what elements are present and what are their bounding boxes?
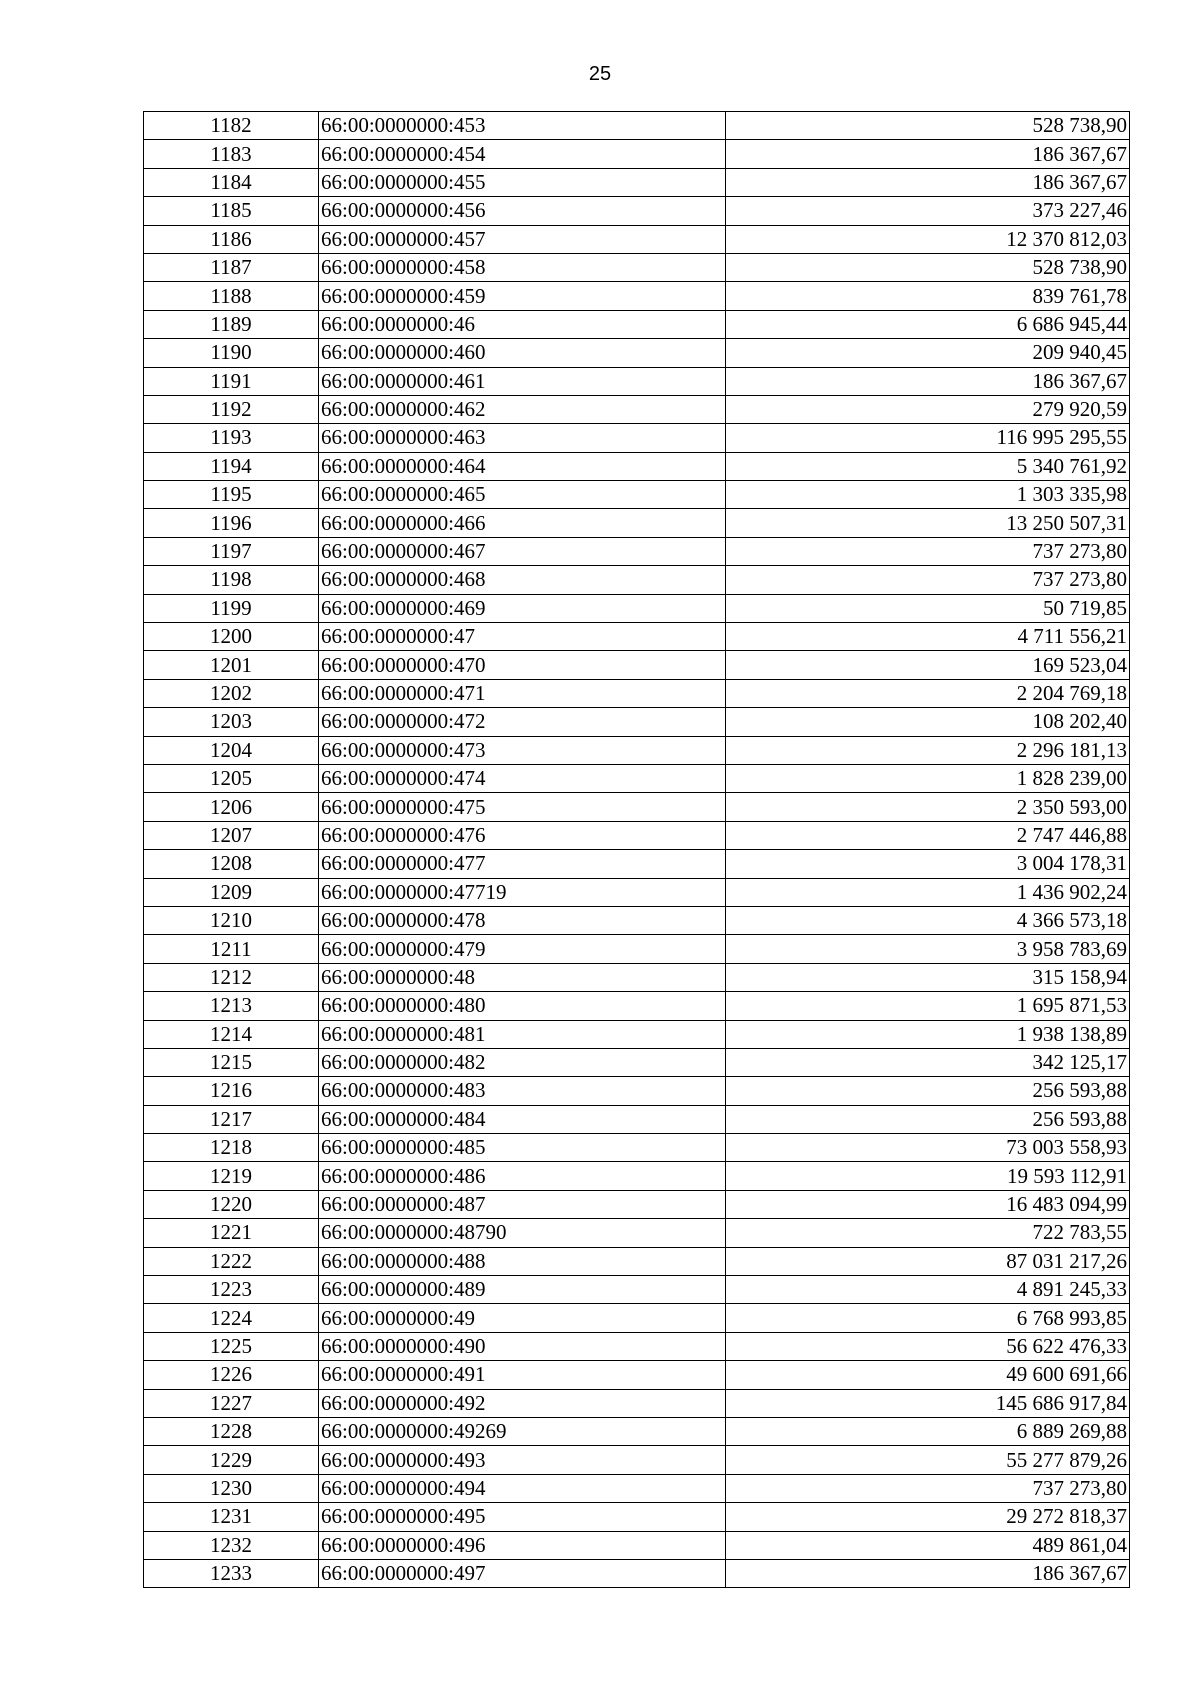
cadastral-number-cell: 66:00:0000000:483 [319, 1077, 726, 1105]
cadastral-value-cell: 2 296 181,13 [726, 736, 1130, 764]
cadastral-number-cell: 66:00:0000000:489 [319, 1276, 726, 1304]
row-number-cell: 1227 [144, 1389, 319, 1417]
cadastral-value-cell: 373 227,46 [726, 197, 1130, 225]
row-number-cell: 1187 [144, 253, 319, 281]
cadastral-value-cell: 2 204 769,18 [726, 679, 1130, 707]
cadastral-number-cell: 66:00:0000000:467 [319, 537, 726, 565]
table-row [144, 708, 1130, 736]
row-number-cell: 1222 [144, 1247, 319, 1275]
table-row [144, 821, 1130, 849]
cadastral-value-cell: 209 940,45 [726, 339, 1130, 367]
table-row [144, 736, 1130, 764]
page-number: 25 [588, 63, 612, 85]
table-row [144, 452, 1130, 480]
row-number-cell: 1219 [144, 1162, 319, 1190]
table-row [144, 509, 1130, 537]
cadastral-number-cell: 66:00:0000000:484 [319, 1105, 726, 1133]
row-number-cell: 1188 [144, 282, 319, 310]
row-number-cell: 1205 [144, 764, 319, 792]
cadastral-value-cell: 2 350 593,00 [726, 793, 1130, 821]
table-row [144, 850, 1130, 878]
table-row [144, 1020, 1130, 1048]
cadastral-value-cell: 1 436 902,24 [726, 878, 1130, 906]
cadastral-number-cell: 66:00:0000000:464 [319, 452, 726, 480]
row-number-cell: 1217 [144, 1105, 319, 1133]
cadastral-value-cell: 2 747 446,88 [726, 821, 1130, 849]
cadastral-number-cell: 66:00:0000000:47719 [319, 878, 726, 906]
cadastral-number-cell: 66:00:0000000:473 [319, 736, 726, 764]
table-row [144, 1219, 1130, 1247]
table-row [144, 282, 1130, 310]
table-row [144, 963, 1130, 991]
cadastral-value-cell: 489 861,04 [726, 1531, 1130, 1559]
row-number-cell: 1182 [144, 112, 319, 140]
table-row [144, 1446, 1130, 1474]
cadastral-number-cell: 66:00:0000000:457 [319, 225, 726, 253]
cadastral-number-cell: 66:00:0000000:453 [319, 112, 726, 140]
row-number-cell: 1184 [144, 168, 319, 196]
table-row [144, 1361, 1130, 1389]
row-number-cell: 1223 [144, 1276, 319, 1304]
cadastral-value-cell: 13 250 507,31 [726, 509, 1130, 537]
table-row [144, 253, 1130, 281]
cadastral-number-cell: 66:00:0000000:469 [319, 594, 726, 622]
cadastral-number-cell: 66:00:0000000:478 [319, 906, 726, 934]
table-row [144, 1332, 1130, 1360]
table-row [144, 878, 1130, 906]
row-number-cell: 1208 [144, 850, 319, 878]
cadastral-number-cell: 66:00:0000000:459 [319, 282, 726, 310]
cadastral-value-cell: 342 125,17 [726, 1048, 1130, 1076]
cadastral-number-cell: 66:00:0000000:48 [319, 963, 726, 991]
cadastral-number-cell: 66:00:0000000:492 [319, 1389, 726, 1417]
cadastral-value-table [143, 111, 1130, 1588]
cadastral-number-cell: 66:00:0000000:486 [319, 1162, 726, 1190]
table-row [144, 1190, 1130, 1218]
row-number-cell: 1190 [144, 339, 319, 367]
table-row [144, 935, 1130, 963]
table-row [144, 594, 1130, 622]
cadastral-value-cell: 737 273,80 [726, 1474, 1130, 1502]
cadastral-number-cell: 66:00:0000000:495 [319, 1503, 726, 1531]
cadastral-number-cell: 66:00:0000000:456 [319, 197, 726, 225]
cadastral-number-cell: 66:00:0000000:460 [319, 339, 726, 367]
cadastral-number-cell: 66:00:0000000:468 [319, 566, 726, 594]
row-number-cell: 1224 [144, 1304, 319, 1332]
cadastral-value-cell: 1 828 239,00 [726, 764, 1130, 792]
table-row [144, 623, 1130, 651]
table-row [144, 339, 1130, 367]
row-number-cell: 1201 [144, 651, 319, 679]
cadastral-number-cell: 66:00:0000000:490 [319, 1332, 726, 1360]
table-row [144, 1474, 1130, 1502]
table-row [144, 1417, 1130, 1445]
table-row [144, 1077, 1130, 1105]
row-number-cell: 1228 [144, 1417, 319, 1445]
row-number-cell: 1196 [144, 509, 319, 537]
cadastral-number-cell: 66:00:0000000:480 [319, 992, 726, 1020]
cadastral-value-cell: 29 272 818,37 [726, 1503, 1130, 1531]
cadastral-value-cell: 186 367,67 [726, 1559, 1130, 1587]
cadastral-value-cell: 3 958 783,69 [726, 935, 1130, 963]
row-number-cell: 1233 [144, 1559, 319, 1587]
row-number-cell: 1191 [144, 367, 319, 395]
row-number-cell: 1221 [144, 1219, 319, 1247]
row-number-cell: 1209 [144, 878, 319, 906]
row-number-cell: 1216 [144, 1077, 319, 1105]
cadastral-value-cell: 4 891 245,33 [726, 1276, 1130, 1304]
cadastral-number-cell: 66:00:0000000:496 [319, 1531, 726, 1559]
cadastral-number-cell: 66:00:0000000:482 [319, 1048, 726, 1076]
cadastral-number-cell: 66:00:0000000:463 [319, 424, 726, 452]
table-row [144, 1503, 1130, 1531]
table-row [144, 310, 1130, 338]
cadastral-value-cell: 737 273,80 [726, 566, 1130, 594]
table-row [144, 1134, 1130, 1162]
cadastral-value-cell: 73 003 558,93 [726, 1134, 1130, 1162]
cadastral-value-cell: 186 367,67 [726, 168, 1130, 196]
cadastral-value-cell: 1 303 335,98 [726, 481, 1130, 509]
cadastral-value-cell: 169 523,04 [726, 651, 1130, 679]
table-row [144, 424, 1130, 452]
cadastral-value-cell: 186 367,67 [726, 140, 1130, 168]
cadastral-value-cell: 528 738,90 [726, 253, 1130, 281]
row-number-cell: 1211 [144, 935, 319, 963]
row-number-cell: 1195 [144, 481, 319, 509]
row-number-cell: 1199 [144, 594, 319, 622]
row-number-cell: 1210 [144, 906, 319, 934]
cadastral-number-cell: 66:00:0000000:466 [319, 509, 726, 537]
cadastral-value-cell: 87 031 217,26 [726, 1247, 1130, 1275]
table-row [144, 1162, 1130, 1190]
row-number-cell: 1194 [144, 452, 319, 480]
cadastral-value-cell: 4 711 556,21 [726, 623, 1130, 651]
row-number-cell: 1226 [144, 1361, 319, 1389]
table-row [144, 395, 1130, 423]
row-number-cell: 1198 [144, 566, 319, 594]
table-row [144, 1276, 1130, 1304]
table-row [144, 481, 1130, 509]
row-number-cell: 1189 [144, 310, 319, 338]
cadastral-number-cell: 66:00:0000000:47 [319, 623, 726, 651]
cadastral-number-cell: 66:00:0000000:465 [319, 481, 726, 509]
table-row [144, 764, 1130, 792]
row-number-cell: 1192 [144, 395, 319, 423]
row-number-cell: 1204 [144, 736, 319, 764]
row-number-cell: 1218 [144, 1134, 319, 1162]
row-number-cell: 1193 [144, 424, 319, 452]
table-row [144, 1247, 1130, 1275]
table-row [144, 1531, 1130, 1559]
row-number-cell: 1197 [144, 537, 319, 565]
table-body [144, 112, 1130, 1588]
row-number-cell: 1183 [144, 140, 319, 168]
cadastral-number-cell: 66:00:0000000:49269 [319, 1417, 726, 1445]
cadastral-number-cell: 66:00:0000000:46 [319, 310, 726, 338]
cadastral-value-cell: 16 483 094,99 [726, 1190, 1130, 1218]
cadastral-value-cell: 1 938 138,89 [726, 1020, 1130, 1048]
table-row [144, 906, 1130, 934]
cadastral-number-cell: 66:00:0000000:475 [319, 793, 726, 821]
cadastral-value-cell: 4 366 573,18 [726, 906, 1130, 934]
row-number-cell: 1229 [144, 1446, 319, 1474]
row-number-cell: 1225 [144, 1332, 319, 1360]
cadastral-value-cell: 116 995 295,55 [726, 424, 1130, 452]
table-row [144, 1105, 1130, 1133]
cadastral-number-cell: 66:00:0000000:494 [319, 1474, 726, 1502]
cadastral-value-cell: 1 695 871,53 [726, 992, 1130, 1020]
row-number-cell: 1202 [144, 679, 319, 707]
cadastral-number-cell: 66:00:0000000:481 [319, 1020, 726, 1048]
table-row [144, 992, 1130, 1020]
cadastral-number-cell: 66:00:0000000:479 [319, 935, 726, 963]
cadastral-value-cell: 5 340 761,92 [726, 452, 1130, 480]
cadastral-number-cell: 66:00:0000000:48790 [319, 1219, 726, 1247]
row-number-cell: 1213 [144, 992, 319, 1020]
cadastral-value-cell: 12 370 812,03 [726, 225, 1130, 253]
row-number-cell: 1206 [144, 793, 319, 821]
cadastral-number-cell: 66:00:0000000:49 [319, 1304, 726, 1332]
row-number-cell: 1215 [144, 1048, 319, 1076]
cadastral-value-cell: 55 277 879,26 [726, 1446, 1130, 1474]
table-row [144, 1048, 1130, 1076]
cadastral-value-cell: 19 593 112,91 [726, 1162, 1130, 1190]
cadastral-value-cell: 49 600 691,66 [726, 1361, 1130, 1389]
table-row [144, 367, 1130, 395]
cadastral-value-cell: 6 889 269,88 [726, 1417, 1130, 1445]
cadastral-number-cell: 66:00:0000000:497 [319, 1559, 726, 1587]
cadastral-value-cell: 839 761,78 [726, 282, 1130, 310]
cadastral-value-cell: 6 686 945,44 [726, 310, 1130, 338]
cadastral-number-cell: 66:00:0000000:458 [319, 253, 726, 281]
row-number-cell: 1214 [144, 1020, 319, 1048]
cadastral-number-cell: 66:00:0000000:471 [319, 679, 726, 707]
cadastral-value-cell: 256 593,88 [726, 1105, 1130, 1133]
table-row [144, 168, 1130, 196]
table-row [144, 537, 1130, 565]
row-number-cell: 1207 [144, 821, 319, 849]
table-row [144, 566, 1130, 594]
row-number-cell: 1185 [144, 197, 319, 225]
table-row [144, 1559, 1130, 1587]
cadastral-value-cell: 186 367,67 [726, 367, 1130, 395]
cadastral-number-cell: 66:00:0000000:454 [319, 140, 726, 168]
table-row [144, 112, 1130, 140]
row-number-cell: 1186 [144, 225, 319, 253]
cadastral-value-cell: 50 719,85 [726, 594, 1130, 622]
cadastral-value-cell: 256 593,88 [726, 1077, 1130, 1105]
row-number-cell: 1203 [144, 708, 319, 736]
table-row [144, 1304, 1130, 1332]
table-row [144, 140, 1130, 168]
cadastral-number-cell: 66:00:0000000:462 [319, 395, 726, 423]
table-row [144, 793, 1130, 821]
cadastral-value-cell: 56 622 476,33 [726, 1332, 1130, 1360]
cadastral-value-cell: 108 202,40 [726, 708, 1130, 736]
cadastral-value-cell: 722 783,55 [726, 1219, 1130, 1247]
row-number-cell: 1212 [144, 963, 319, 991]
table-row [144, 1389, 1130, 1417]
cadastral-value-cell: 279 920,59 [726, 395, 1130, 423]
table-row [144, 225, 1130, 253]
cadastral-value-cell: 528 738,90 [726, 112, 1130, 140]
cadastral-number-cell: 66:00:0000000:487 [319, 1190, 726, 1218]
cadastral-number-cell: 66:00:0000000:493 [319, 1446, 726, 1474]
cadastral-number-cell: 66:00:0000000:474 [319, 764, 726, 792]
row-number-cell: 1230 [144, 1474, 319, 1502]
row-number-cell: 1232 [144, 1531, 319, 1559]
row-number-cell: 1220 [144, 1190, 319, 1218]
cadastral-number-cell: 66:00:0000000:491 [319, 1361, 726, 1389]
cadastral-number-cell: 66:00:0000000:477 [319, 850, 726, 878]
table-row [144, 679, 1130, 707]
table-row [144, 651, 1130, 679]
cadastral-value-cell: 3 004 178,31 [726, 850, 1130, 878]
cadastral-value-cell: 737 273,80 [726, 537, 1130, 565]
cadastral-number-cell: 66:00:0000000:470 [319, 651, 726, 679]
cadastral-value-cell: 315 158,94 [726, 963, 1130, 991]
table-row [144, 197, 1130, 225]
cadastral-value-cell: 145 686 917,84 [726, 1389, 1130, 1417]
cadastral-number-cell: 66:00:0000000:476 [319, 821, 726, 849]
cadastral-number-cell: 66:00:0000000:461 [319, 367, 726, 395]
cadastral-number-cell: 66:00:0000000:488 [319, 1247, 726, 1275]
cadastral-value-cell: 6 768 993,85 [726, 1304, 1130, 1332]
cadastral-number-cell: 66:00:0000000:455 [319, 168, 726, 196]
cadastral-number-cell: 66:00:0000000:485 [319, 1134, 726, 1162]
row-number-cell: 1231 [144, 1503, 319, 1531]
row-number-cell: 1200 [144, 623, 319, 651]
cadastral-number-cell: 66:00:0000000:472 [319, 708, 726, 736]
